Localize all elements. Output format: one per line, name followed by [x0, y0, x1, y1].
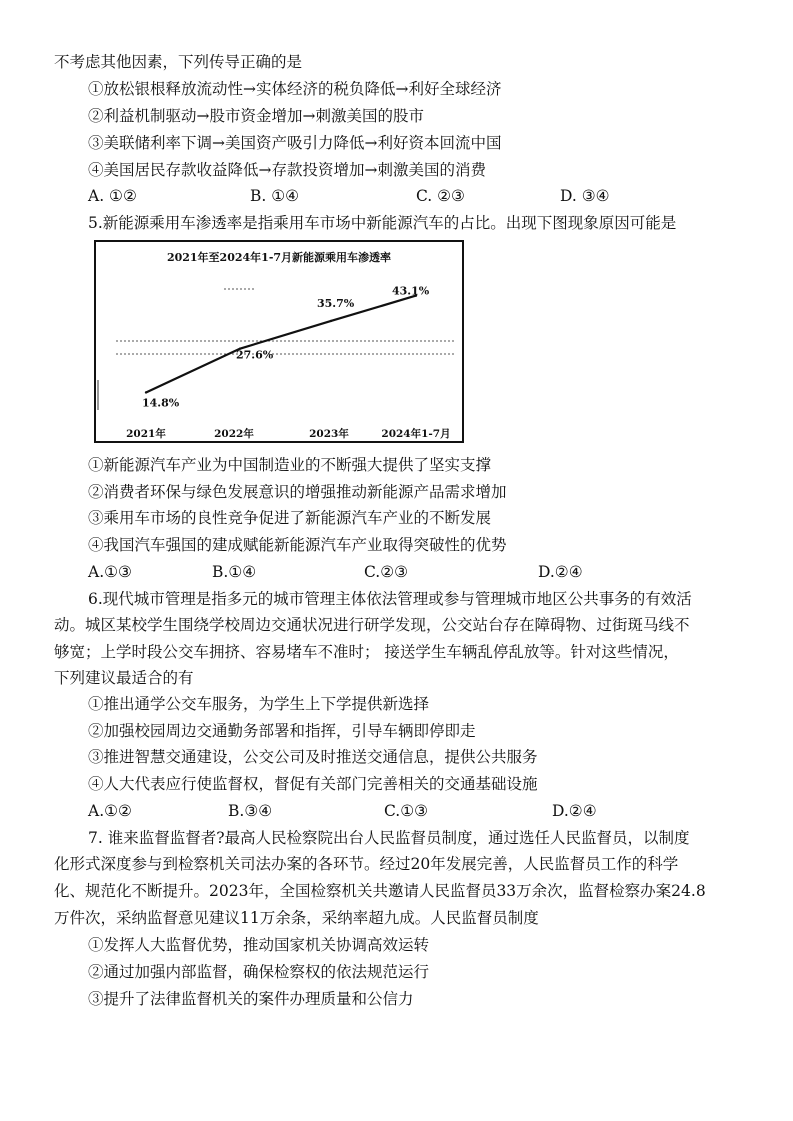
- chart-x-tick-label: 2023年: [309, 428, 349, 440]
- chart-title: 2021年至2024年1-7月新能源乘用车渗透率: [166, 251, 392, 264]
- q7-item-3: ③提升了法律监督机关的案件办理质量和公信力: [88, 990, 414, 1008]
- q5-stem: 5.新能源乘用车渗透率是指乘用车市场中新能源汽车的占比。出现下图现象原因可能是: [88, 214, 677, 232]
- q7-stem-line-2: 化形式深度参与到检察机关司法办案的各环节。经过20年发展完善，人民监督员工作的科学: [54, 855, 679, 873]
- q6-stem-line-4: 下列建议最适合的有: [54, 669, 194, 687]
- chart-frame: [95, 241, 463, 442]
- q7-stem-line-3: 化、规范化不断提升。2023年，全国检察机关共邀请人民监督员33万余次，监督检察办案24.8: [54, 882, 706, 900]
- q5-option-c: C.②③: [364, 563, 409, 581]
- q4-option-b: B. ①④: [250, 187, 300, 205]
- q7-stem-line-1: 7. 谁来监督监督者?最高人民检察院出台人民监督员制度，通过选任人民监督员，以制度: [88, 829, 690, 847]
- q4-stem-tail: 不考虑其他因素，下列传导正确的是: [54, 53, 303, 71]
- q5-item-4: ④我国汽车强国的建成赋能新能源汽车产业取得突破性的优势: [88, 536, 507, 554]
- q4-option-a: A. ①②: [88, 187, 137, 205]
- q6-option-d: D.②④: [552, 802, 597, 820]
- q4-item-2: ②利益机制驱动→股市资金增加→刺激美国的股市: [88, 107, 424, 125]
- q5-item-2: ②消费者环保与绿色发展意识的增强推动新能源产品需求增加: [88, 483, 507, 501]
- chart-data-label: 27.6%: [236, 348, 274, 362]
- q5-item-1: ①新能源汽车产业为中国制造业的不断强大提供了坚实支撑: [88, 456, 492, 474]
- q6-stem-line-1: 6.现代城市管理是指多元的城市管理主体依法管理或参与管理城市地区公共事务的有效活: [88, 590, 692, 608]
- q6-option-b: B.③④: [228, 802, 273, 820]
- chart-x-tick-label: 2021年: [126, 428, 166, 440]
- q6-item-1: ①推出通学公交车服务，为学生上下学提供新选择: [88, 695, 430, 713]
- penetration-chart: [94, 240, 464, 443]
- q6-stem-line-3: 够宽；上学时段公交车拥挤、容易堵车不准时； 接送学生车辆乱停乱放等。针对这些情况，: [54, 643, 679, 661]
- chart-data-label: 43.1%: [392, 284, 430, 298]
- chart-x-tick-label: 2024年1-7月: [381, 428, 451, 440]
- q4-item-1: ①放松银根释放流动性→实体经济的税负降低→利好全球经济: [88, 80, 502, 98]
- q5-option-d: D.②④: [538, 563, 583, 581]
- chart-data-label: 35.7%: [317, 296, 355, 310]
- chart-point: [330, 320, 332, 322]
- q6-stem-line-2: 动。城区某校学生围绕学校周边交通状况进行研学发现，公交站台存在障碍物、过街斑马线不: [54, 616, 690, 634]
- q4-option-c: C. ②③: [416, 187, 465, 205]
- q5-options: [0, 562, 793, 582]
- q7-item-1: ①发挥人大监督优势，推动国家机关协调高效运转: [88, 936, 430, 954]
- q4-item-4: ④美国居民存款收益降低→存款投资增加→刺激美国的消费: [88, 161, 486, 179]
- q6-item-2: ②加强校园周边交通勤务部署和指挥，引导车辆即停即走: [88, 722, 476, 740]
- q6-options: [0, 801, 793, 821]
- q5-option-a: A.①③: [88, 563, 132, 581]
- q5-item-3: ③乘用车市场的良性竞争促进了新能源汽车产业的不断发展: [88, 509, 492, 527]
- q4-item-3: ③美联储利率下调→美国资产吸引力降低→利好资本回流中国: [88, 134, 502, 152]
- q7-item-2: ②通过加强内部监督，确保检察权的依法规范运行: [88, 963, 430, 981]
- chart-point: [145, 391, 147, 393]
- q6-item-4: ④人大代表应行使监督权，督促有关部门完善相关的交通基础设施: [88, 775, 538, 793]
- q4-options: [0, 186, 793, 206]
- q6-option-a: A.①②: [88, 802, 132, 820]
- q6-option-c: C.①③: [384, 802, 429, 820]
- chart-svg: [94, 240, 464, 443]
- q4-option-d: D. ③④: [560, 187, 610, 205]
- q7-stem-line-4: 万件次，采纳监督意见建议11万余条，采纳率超九成。人民监督员制度: [54, 909, 539, 927]
- q6-item-3: ③推进智慧交通建设，公交公司及时推送交通信息，提供公共服务: [88, 748, 538, 766]
- chart-data-label: 14.8%: [142, 396, 180, 410]
- q5-option-b: B.①④: [212, 563, 257, 581]
- chart-x-tick-label: 2022年: [214, 428, 254, 440]
